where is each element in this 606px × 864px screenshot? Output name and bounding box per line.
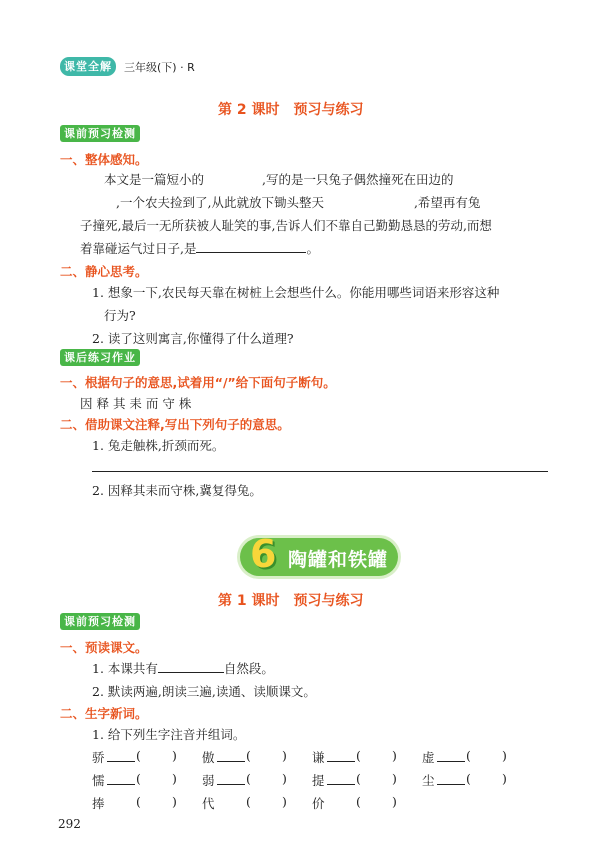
word-paren-open: ( bbox=[356, 771, 361, 786]
word-paren-close: ) bbox=[282, 748, 287, 763]
paragraph-line-3: 子撞死,最后一无所获被人耻笑的事,告诉人们不靠自己勤勤恳恳的劳动,而想 bbox=[80, 218, 492, 233]
lesson-number: 6 bbox=[250, 532, 277, 576]
word-paren-close: ) bbox=[172, 748, 177, 763]
translation-item-1: 1. 兔走触株,折颈而死。 bbox=[92, 438, 225, 453]
classical-sentence: 因 释 其 耒 而 守 株 bbox=[80, 396, 192, 411]
word-paren-close: ) bbox=[502, 748, 507, 763]
pinyin-blank[interactable] bbox=[217, 761, 245, 762]
paragraph-line-4: 着靠碰运气过日子,是 。 bbox=[80, 241, 319, 256]
word-paren-open: ( bbox=[136, 794, 141, 809]
new-words-instruction: 1. 给下列生字注音并组词。 bbox=[92, 727, 246, 742]
lesson-name: 陶罐和铁罐 bbox=[288, 549, 389, 571]
paragraph-line-1: 本文是一篇短小的 ,写的是一只兔子偶然撞死在田边的 bbox=[104, 172, 454, 187]
page-number: 292 bbox=[58, 817, 81, 831]
series-badge: 课堂全解 bbox=[60, 57, 116, 76]
char-2-3: 提 bbox=[312, 773, 325, 788]
new-words-heading: 二、生字新词。 bbox=[60, 706, 148, 721]
preread-item-2: 2. 默读两遍,朗读三遍,读通、读顺课文。 bbox=[92, 684, 316, 699]
char-2-4: 尘 bbox=[422, 773, 435, 788]
char-2-2: 弱 bbox=[202, 773, 215, 788]
char-3-2: 代 bbox=[202, 796, 215, 811]
pinyin-blank[interactable] bbox=[107, 761, 135, 762]
word-paren-open: ( bbox=[356, 794, 361, 809]
word-paren-open: ( bbox=[246, 771, 251, 786]
char-3-1: 捧 bbox=[92, 796, 105, 811]
char-1-4: 虚 bbox=[422, 750, 435, 765]
char-1-2: 傲 bbox=[202, 750, 215, 765]
char-3-3: 价 bbox=[312, 796, 325, 811]
char-1-1: 骄 bbox=[92, 750, 105, 765]
answer-line[interactable] bbox=[92, 471, 548, 472]
preread-item-1: 1. 本课共有 自然段。 bbox=[92, 661, 274, 676]
word-paren-open: ( bbox=[136, 771, 141, 786]
word-paren-close: ) bbox=[282, 794, 287, 809]
pinyin-blank[interactable] bbox=[107, 784, 135, 785]
word-paren-close: ) bbox=[392, 771, 397, 786]
word-paren-close: ) bbox=[502, 771, 507, 786]
pinyin-blank[interactable] bbox=[437, 784, 465, 785]
question-2: 2. 读了这则寓言,你懂得了什么道理? bbox=[92, 331, 294, 346]
lesson-period-title-2: 第 1 课时 预习与练习 bbox=[218, 593, 364, 609]
word-paren-close: ) bbox=[172, 771, 177, 786]
punctuation-task-heading: 一、根据句子的意思,试着用“/”给下面句子断句。 bbox=[60, 375, 336, 390]
word-paren-open: ( bbox=[246, 748, 251, 763]
word-paren-close: ) bbox=[282, 771, 287, 786]
word-paren-close: ) bbox=[392, 794, 397, 809]
word-paren-open: ( bbox=[466, 748, 471, 763]
char-2-1: 懦 bbox=[92, 773, 105, 788]
word-paren-open: ( bbox=[246, 794, 251, 809]
answer-blank[interactable] bbox=[196, 240, 306, 253]
word-paren-close: ) bbox=[392, 748, 397, 763]
translation-item-2: 2. 因释其耒而守株,冀复得兔。 bbox=[92, 483, 262, 498]
word-paren-close: ) bbox=[172, 794, 177, 809]
translation-task-heading: 二、借助课文注释,写出下列句子的意思。 bbox=[60, 417, 290, 432]
word-paren-open: ( bbox=[466, 771, 471, 786]
pinyin-blank[interactable] bbox=[327, 784, 355, 785]
preview-check-tag: 课前预习检测 bbox=[60, 125, 140, 142]
pinyin-blank[interactable] bbox=[217, 784, 245, 785]
word-paren-open: ( bbox=[356, 748, 361, 763]
paragraph-line-2: ,一个农夫捡到了,从此就放下锄头整天 ,希望再有兔 bbox=[116, 195, 481, 210]
pinyin-blank[interactable] bbox=[327, 761, 355, 762]
paragraph-count-blank[interactable] bbox=[158, 660, 224, 673]
grade-label: 三年级(下) · R bbox=[124, 61, 195, 74]
question-1-cont: 行为? bbox=[104, 308, 136, 323]
reflection-heading: 二、静心思考。 bbox=[60, 264, 148, 279]
overall-perception-heading: 一、整体感知。 bbox=[60, 152, 148, 167]
char-1-3: 谦 bbox=[312, 750, 325, 765]
preview-check-tag-2: 课前预习检测 bbox=[60, 613, 140, 630]
word-paren-open: ( bbox=[136, 748, 141, 763]
question-1: 1. 想象一下,农民每天靠在树桩上会想些什么。你能用哪些词语来形容这种 bbox=[92, 285, 500, 300]
homework-tag: 课后练习作业 bbox=[60, 349, 140, 366]
lesson-banner bbox=[240, 532, 398, 576]
lesson-period-title: 第 2 课时 预习与练习 bbox=[218, 102, 364, 118]
preread-heading: 一、预读课文。 bbox=[60, 640, 148, 655]
pinyin-blank[interactable] bbox=[437, 761, 465, 762]
